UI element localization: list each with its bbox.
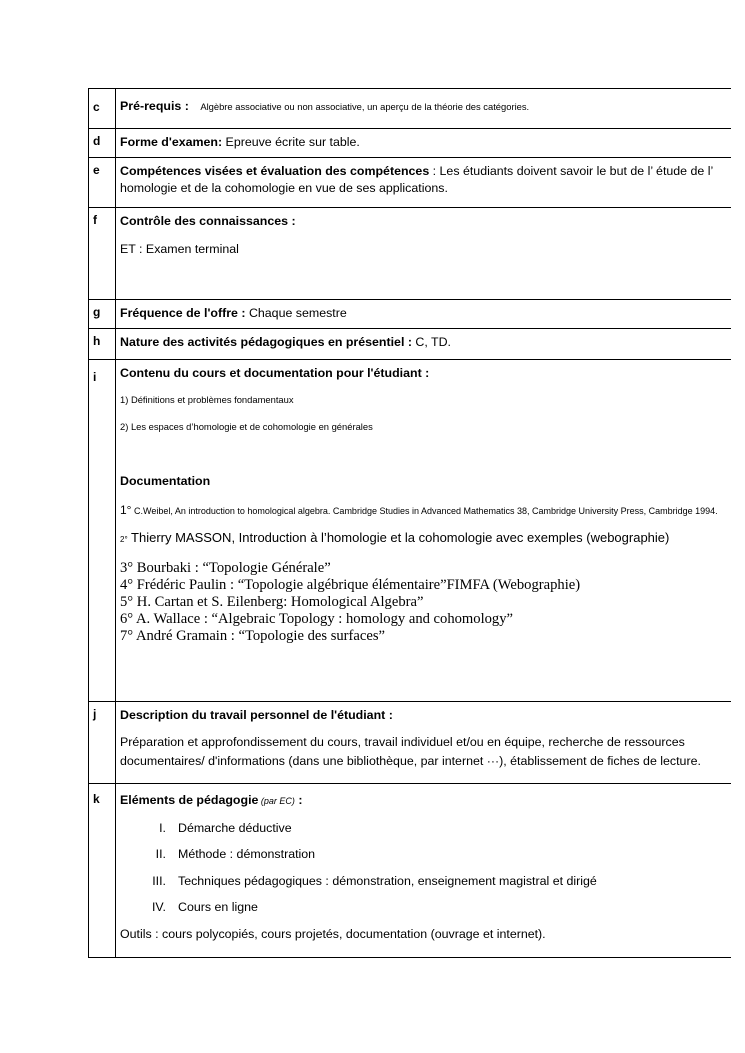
reference-item: 5° H. Cartan et S. Eilenberg: Homological Algebra” [120,594,424,610]
row-letter: g [89,300,116,328]
nature-text: C, TD. [411,335,451,349]
travail-text: Préparation et approfondissement du cours, travail individuel et/ou en équipe, recherche de ressources documentaires/ d'informations (dans une bibliothèque, par internet ···), établissement de fiches de lecture. [120,735,701,768]
item-text: Méthode : démonstration [178,847,316,861]
item-number: I. [159,820,166,835]
contenu-label: Contenu du cours et documentation pour l'étudiant : [120,366,430,380]
row-letter: h [89,329,116,359]
pedagogie-colon: : [294,793,303,807]
row-letter: c [89,89,116,128]
row-letter: j [89,702,116,783]
reference-1-num: 1° [120,503,132,517]
reference-item: 6° A. Wallace : “Algebraic Topology : homology and cohomology” [120,611,513,627]
row-content [116,158,731,207]
row-content [116,300,731,328]
reference-item: 4° Frédéric Paulin : “Topologie algébrique élémentaire”FIMFA (Webographie) [120,577,581,593]
item-number: III. [152,873,166,888]
row-content [116,784,731,957]
item-number: II. [155,847,166,861]
frequence-label: Fréquence de l'offre : [120,306,246,320]
reference-item: 7° André Gramain : “Topologie des surfaces” [120,628,385,644]
pedagogie-item [142,873,725,890]
row-letter: k [89,784,116,957]
frequence-text: Chaque semestre [245,306,347,320]
row-nature [89,329,731,360]
outils-text: Outils : cours polycopiés, cours projetés, documentation (ouvrage et internet). [120,927,546,941]
item-text: Démarche déductive [178,820,292,835]
pedagogie-label: Eléments de pédagogie [120,793,259,807]
course-table [88,88,731,958]
row-frequence [89,300,731,329]
prerequis-text: Algèbre associative ou non associative, un aperçu de la théorie des catégories. [200,101,530,112]
row-letter: i [89,360,116,701]
row-letter: e [89,158,116,207]
contenu-item-1: 1) Définitions et problèmes fondamentaux [120,394,294,405]
controle-label: Contrôle des connaissances : [120,214,296,228]
row-content [116,89,731,128]
controle-text: ET : Examen terminal [120,242,239,256]
pedagogie-item [142,820,725,837]
reference-2-num: 2° [120,535,128,544]
examen-text: Epreuve écrite sur table. [222,135,360,149]
row-content [116,360,731,701]
reference-1 [120,502,725,519]
row-controle [89,208,731,300]
reference-list [120,560,725,645]
competences-text: : Les étudiants doivent savoir le but de l’ étude de l’ homologie et de la cohomologie en vue de ses applications. [120,164,713,195]
row-prerequis [89,89,731,129]
row-content [116,702,731,783]
reference-item: 3° Bourbaki : “Topologie Générale” [120,560,331,576]
row-pedagogie [89,784,731,958]
row-letter: f [89,208,116,299]
row-contenu [89,360,731,702]
row-content [116,129,731,157]
item-text: Cours en ligne [178,900,258,914]
row-letter: d [89,129,116,157]
nature-label: Nature des activités pédagogiques en présentiel : [120,335,412,349]
row-travail-personnel [89,702,731,784]
reference-2-text: , Introduction à l’homologie et la cohomologie avec exemples (webographie) [231,530,670,545]
competences-label: Compétences visées et évaluation des compétences [120,164,430,178]
travail-label: Description du travail personnel de l'étudiant : [120,708,393,722]
documentation-title: Documentation [120,474,211,488]
row-content [116,208,731,299]
examen-label: Forme d'examen: [120,135,223,149]
contenu-item-2: 2) Les espaces d’homologie et de cohomologie en générales [120,421,373,432]
reference-2 [120,529,725,548]
item-text: Techniques pédagogiques : démonstration, enseignement magistral et dirigé [178,873,597,888]
reference-2-author: Thierry MASSON [127,530,232,545]
row-forme-examen [89,129,731,158]
pedagogie-note: (par EC) [258,796,295,806]
pedagogie-item [142,846,725,863]
row-competences [89,158,731,208]
reference-1-text: C.Weibel, An introduction to homological algebra. Cambridge Studies in Advanced Mathematics 38, Cambridge University Press, Cambridge 1994. [131,506,718,516]
pedagogie-item [142,899,725,916]
pedagogie-list [120,820,725,917]
prerequis-label: Pré-requis : [120,99,189,113]
row-content [116,329,731,359]
item-number: IV. [151,900,166,914]
